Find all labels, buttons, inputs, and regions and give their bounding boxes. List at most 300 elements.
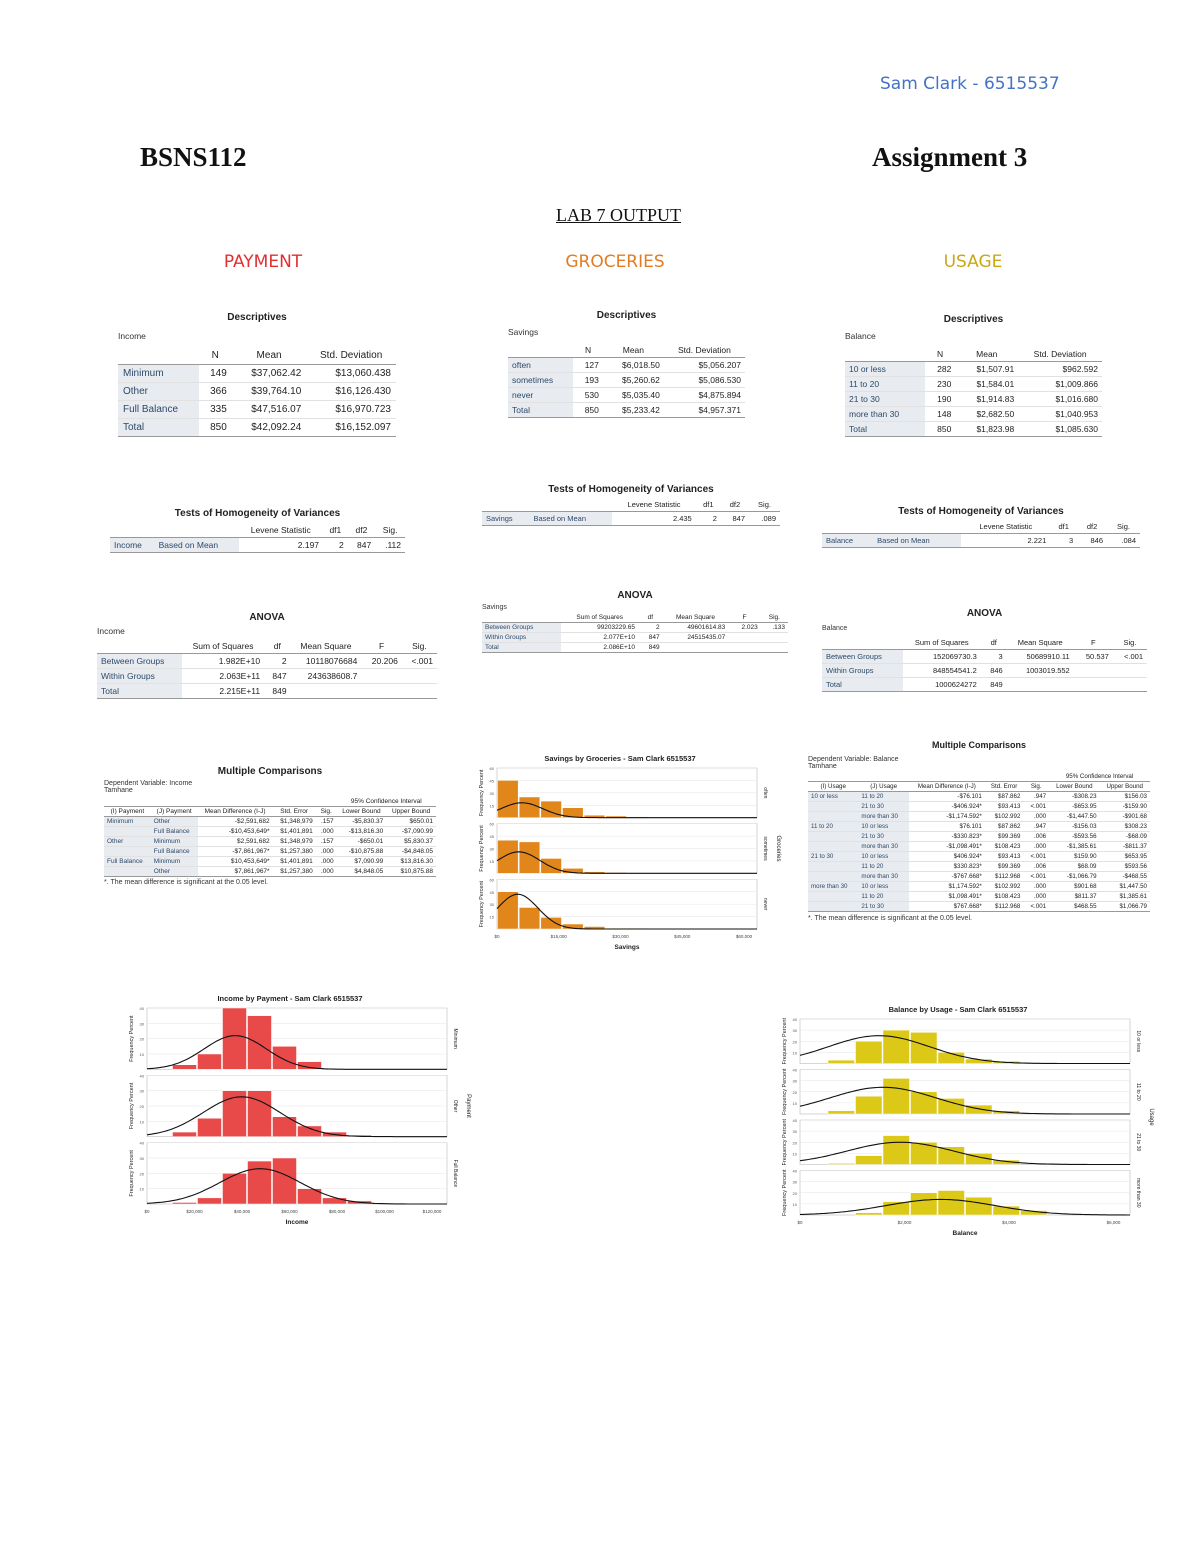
table-cell: .000 (1023, 892, 1049, 902)
homogeneity-table (110, 523, 405, 553)
table-cell: 148 (925, 407, 955, 422)
table-title: Tests of Homogeneity of Variances (548, 484, 714, 495)
table-cell: $93.413 (985, 802, 1024, 812)
histogram-bar (856, 1041, 883, 1063)
table-cell: 10 or less (858, 852, 908, 862)
table-cell: -$330.823* (909, 832, 985, 842)
table-cell: $4,848.05 (337, 867, 387, 877)
table-footnote: *. The mean difference is significant at the 0.05 level. (104, 879, 268, 886)
table-cell: -$10,875.88 (337, 847, 387, 857)
facet-label: Groceries (775, 835, 781, 862)
table-row (508, 373, 745, 388)
table-cell: -$76.101 (909, 792, 985, 802)
table-cell: -$1,174.592* (909, 812, 985, 822)
table-cell: 848554541.2 (903, 664, 981, 678)
table-cell: Other (151, 817, 198, 827)
homogeneity-table (822, 520, 1140, 548)
table-cell: -$7,861,967* (198, 847, 273, 857)
histogram-bar (223, 1008, 247, 1069)
table-cell: 152069730.3 (903, 650, 981, 664)
table-cell: 1.982E+10 (182, 654, 264, 669)
table-cell: $112.968 (985, 872, 1024, 882)
table-cell: $1,507.91 (955, 362, 1018, 377)
table-header: df1 (323, 523, 348, 538)
histogram-bar (911, 1193, 938, 1215)
table-cell: 11 to 20 (808, 822, 858, 832)
table-header: (I) Usage (808, 782, 858, 792)
x-tick-label: $40,000 (233, 1209, 251, 1214)
table-cell: $650.01 (386, 817, 436, 827)
y-tick-label: 30 (489, 902, 494, 908)
table-cell: 3 (1050, 534, 1077, 548)
table-row (808, 802, 1150, 812)
table-header: df2 (721, 498, 749, 512)
y-tick-label: 40 (139, 1073, 144, 1079)
table-cell: never (508, 388, 573, 403)
histogram-bar (541, 858, 562, 873)
table-cell: $468.55 (1049, 902, 1099, 912)
table-cell: -$1,385.61 (1049, 842, 1099, 852)
table-cell (1007, 678, 1074, 692)
table-row (808, 812, 1150, 822)
table-header: Sig. (316, 807, 337, 817)
payment-multiple-comparisons (104, 766, 436, 886)
chart-panel (782, 1169, 1141, 1216)
table-row (104, 817, 436, 827)
table-cell: Based on Mean (529, 512, 612, 526)
table-cell: 11 to 20 (858, 792, 908, 802)
table-cell: $16,970.723 (306, 401, 396, 419)
table-header: Sig. (761, 613, 788, 623)
table-cell: 2.063E+11 (182, 669, 264, 684)
table-header: Sig. (1107, 520, 1140, 534)
table-row (808, 822, 1150, 832)
table-cell: .000 (1023, 882, 1049, 892)
table-header: Mean (603, 343, 664, 358)
table-cell: $1,085.630 (1018, 422, 1102, 437)
histogram-bar (828, 1163, 855, 1164)
table-cell: $1,447.50 (1100, 882, 1150, 892)
table-title: Tests of Homogeneity of Variances (174, 508, 341, 519)
table-title: Multiple Comparisons (217, 766, 323, 777)
table-row (104, 827, 436, 837)
histogram-bar (911, 1092, 938, 1114)
table-cell: 1003019.552 (1007, 664, 1074, 678)
y-tick-label: 30 (489, 846, 494, 852)
table-cell: -$901.68 (1100, 812, 1150, 822)
chart-panel (782, 1017, 1141, 1064)
table-row (118, 401, 396, 419)
table-cell: .947 (1023, 792, 1049, 802)
table-cell: 850 (199, 419, 232, 437)
table-cell: Minimum (151, 837, 198, 847)
table-header: (J) Usage (858, 782, 908, 792)
y-tick-label: 60 (489, 821, 494, 827)
table-cell: Income (110, 538, 155, 553)
y-tick-label: 30 (792, 1129, 797, 1135)
table-header: Std. Deviation (664, 343, 745, 358)
table-cell: 10 or less (808, 792, 858, 802)
table-variable: Savings (482, 604, 507, 611)
table-header (822, 636, 903, 650)
usage-multiple-comparisons (808, 740, 1150, 922)
table-cell: 10 or less (845, 362, 925, 377)
x-tick-label: $2,000 (897, 1220, 912, 1225)
y-axis-label: Frequency Percent (782, 1018, 788, 1065)
table-header: Mean Square (663, 613, 729, 623)
histogram-bar (498, 892, 519, 929)
table-row (104, 847, 436, 857)
x-tick-label: $6,000 (1106, 1220, 1121, 1225)
table-cell: 10118076684 (291, 654, 362, 669)
table-cell: -$653.95 (1049, 802, 1099, 812)
table-cell (808, 832, 858, 842)
table-cell: 366 (199, 383, 232, 401)
table-header: 95% Confidence Interval (337, 797, 436, 807)
table-cell: $99.369 (985, 832, 1024, 842)
table-cell: $5,260.62 (603, 373, 664, 388)
y-axis-label: Frequency Percent (129, 1150, 135, 1197)
table-cell (808, 872, 858, 882)
chart-panel (782, 1118, 1141, 1165)
table-cell: 49601614.83 (663, 623, 729, 633)
table-cell: $1,584.01 (955, 377, 1018, 392)
table-header: Sig. (1113, 636, 1147, 650)
table-cell: 50.537 (1074, 650, 1113, 664)
table-cell: $593.56 (1100, 862, 1150, 872)
table-cell: -$4,848.05 (386, 847, 436, 857)
table-row (808, 892, 1150, 902)
groceries-homogeneity (482, 484, 780, 526)
chart-panel (129, 1073, 458, 1136)
table-cell: -$1,098.491* (909, 842, 985, 852)
groceries-anova (482, 590, 788, 653)
table-cell: -$468.55 (1100, 872, 1150, 882)
table-cell: 230 (925, 377, 955, 392)
table-cell (104, 827, 151, 837)
panel-label: sometimes (762, 836, 768, 861)
y-tick-label: 20 (792, 1039, 797, 1045)
table-cell: Balance (822, 534, 873, 548)
table-cell: $4,875.894 (664, 388, 745, 403)
table-header (529, 498, 612, 512)
table-cell: $901.68 (1049, 882, 1099, 892)
table-cell: 335 (199, 401, 232, 419)
payment-homogeneity (110, 508, 405, 553)
table-cell: $767.668* (909, 902, 985, 912)
chart-panel (782, 1068, 1141, 1115)
table-cell: 849 (264, 684, 290, 699)
histogram-bar (198, 1118, 222, 1136)
table-cell (291, 684, 362, 699)
descriptives-table (118, 347, 396, 437)
histogram-bar (828, 1060, 855, 1063)
table-cell: 850 (573, 403, 603, 418)
table-cell: $5,035.40 (603, 388, 664, 403)
table-cell: 282 (925, 362, 955, 377)
histogram-bar (248, 1016, 272, 1070)
table-cell: Between Groups (97, 654, 182, 669)
table-cell: more than 30 (845, 407, 925, 422)
x-tick-label: $60,000 (281, 1209, 298, 1214)
table-cell: Total (845, 422, 925, 437)
table-header: df (264, 639, 290, 654)
table-cell: sometimes (508, 373, 573, 388)
table-cell: $37,062.42 (232, 365, 307, 383)
table-cell (808, 812, 858, 822)
table-title: Multiple Comparisons (931, 740, 1026, 750)
histogram-bar (938, 1191, 965, 1215)
table-cell: -$650.01 (337, 837, 387, 847)
table-cell: $1,040.953 (1018, 407, 1102, 422)
x-tick-label: $80,000 (328, 1209, 346, 1214)
table-header: Mean Square (291, 639, 362, 654)
table-cell (808, 842, 858, 852)
table-header: Lower Bound (337, 807, 387, 817)
table-cell: $87.862 (985, 822, 1024, 832)
table-cell: 11 to 20 (845, 377, 925, 392)
table-cell: $1,348,979 (273, 817, 316, 827)
table-cell (761, 643, 788, 653)
table-row (482, 512, 780, 526)
y-tick-label: 45 (489, 834, 494, 840)
table-variable: Savings (508, 327, 539, 337)
table-cell: $1,914.83 (955, 392, 1018, 407)
savings-by-groceries-chart (455, 752, 785, 957)
table-variable: Income (97, 626, 125, 636)
y-tick-label: 30 (489, 790, 494, 796)
table-header: Mean Difference (I-J) (909, 782, 985, 792)
assignment-title: Assignment 3 (872, 142, 1028, 172)
table-cell: 127 (573, 358, 603, 373)
table-cell: $13,060.438 (306, 365, 396, 383)
table-header (822, 520, 873, 534)
anova-table (822, 636, 1147, 692)
table-cell: Total (482, 643, 561, 653)
table-title: ANOVA (966, 608, 1003, 619)
table-cell: 50689910.11 (1007, 650, 1074, 664)
histogram-bar (273, 1046, 297, 1069)
table-cell: $2,682.50 (955, 407, 1018, 422)
table-cell (361, 684, 402, 699)
anova-table (97, 639, 437, 699)
table-cell: 21 to 30 (858, 802, 908, 812)
panel-label: Full Balance (452, 1159, 458, 1188)
chart-title: Balance by Usage - Sam Clark 6515537 (888, 1005, 1028, 1014)
table-cell: $1,348,979 (273, 837, 316, 847)
table-title: Descriptives (227, 312, 287, 323)
table-cell: $10,453,649* (198, 857, 273, 867)
table-cell: Full Balance (151, 827, 198, 837)
table-cell: Within Groups (482, 633, 561, 643)
table-header: df2 (1077, 520, 1107, 534)
table-variable: Income (118, 331, 146, 341)
table-cell: $1,066.79 (1100, 902, 1150, 912)
table-row (508, 358, 745, 373)
multiple-comparisons-table (104, 797, 436, 877)
table-cell: $1,016.680 (1018, 392, 1102, 407)
anova-table (482, 613, 788, 653)
table-cell: 20.206 (361, 654, 402, 669)
y-tick-label: 30 (792, 1028, 797, 1034)
table-header: N (199, 347, 232, 365)
table-cell: often (508, 358, 573, 373)
comparison-method: Tamhane (104, 787, 133, 794)
table-cell: -$159.90 (1100, 802, 1150, 812)
table-cell: $1,385.61 (1100, 892, 1150, 902)
table-header: df1 (1050, 520, 1077, 534)
table-row (482, 643, 788, 653)
table-cell (104, 867, 151, 877)
table-header: Std. Deviation (1018, 347, 1102, 362)
table-cell: 847 (638, 633, 663, 643)
table-cell: Savings (482, 512, 529, 526)
table-header: Levene Statistic (239, 523, 324, 538)
chart-panel (479, 766, 768, 818)
table-header: (J) Payment (151, 807, 198, 817)
table-cell: 1000624272 (903, 678, 981, 692)
table-row (845, 362, 1102, 377)
table-cell (104, 847, 151, 857)
table-cell: more than 30 (858, 842, 908, 852)
table-cell: $99.369 (985, 862, 1024, 872)
histogram-bar (856, 1213, 883, 1215)
table-cell: 2.221 (961, 534, 1050, 548)
table-header: Std. Deviation (306, 347, 396, 365)
table-cell: 24515435.07 (663, 633, 729, 643)
table-row (808, 832, 1150, 842)
table-cell: -$1,066.79 (1049, 872, 1099, 882)
table-cell: $5,233.42 (603, 403, 664, 418)
chart-panel (479, 877, 768, 929)
table-cell: $68.09 (1049, 862, 1099, 872)
x-tick-label: $60,000 (735, 934, 753, 939)
table-cell: $308.23 (1100, 822, 1150, 832)
y-tick-label: 45 (489, 778, 494, 784)
table-cell: -$10,453,649* (198, 827, 273, 837)
table-cell: $1,401,891 (273, 827, 316, 837)
table-cell: 2.215E+11 (182, 684, 264, 699)
usage-descriptives (845, 314, 1102, 437)
table-header: Mean (232, 347, 307, 365)
table-header: Levene Statistic (961, 520, 1050, 534)
table-cell: 849 (638, 643, 663, 653)
table-cell: .157 (316, 837, 337, 847)
y-tick-label: 30 (139, 1156, 144, 1161)
y-tick-label: 30 (139, 1021, 144, 1027)
table-cell: 99203229.65 (561, 623, 638, 633)
table-cell: Total (822, 678, 903, 692)
table-cell: Based on Mean (873, 534, 961, 548)
table-cell (808, 862, 858, 872)
usage-homogeneity (822, 506, 1140, 548)
table-cell: -$7,090.99 (386, 827, 436, 837)
y-tick-label: 40 (792, 1067, 797, 1073)
table-cell: .133 (761, 623, 788, 633)
table-cell: -$5,830.37 (337, 817, 387, 827)
table-cell: .000 (1023, 842, 1049, 852)
table-cell: <.001 (1023, 802, 1049, 812)
table-row (508, 403, 745, 418)
table-cell: Minimum (151, 857, 198, 867)
table-cell: Between Groups (482, 623, 561, 633)
table-title: Descriptives (943, 314, 1004, 325)
income-by-payment-chart (105, 992, 475, 1232)
y-axis-label: Frequency Percent (479, 769, 485, 817)
y-axis-label: Frequency Percent (782, 1169, 788, 1216)
table-cell: $5,056.207 (664, 358, 745, 373)
table-row (808, 862, 1150, 872)
histogram-bar (938, 1147, 965, 1165)
table-cell: $7,090.99 (337, 857, 387, 867)
table-header (873, 520, 961, 534)
table-row (808, 882, 1150, 892)
table-cell: $159.90 (1049, 852, 1099, 862)
panel-label: 21 to 30 (1135, 1133, 1141, 1152)
chart-panel (479, 822, 768, 874)
table-cell (1113, 664, 1147, 678)
table-cell: $76.101 (909, 822, 985, 832)
groceries-descriptives (508, 310, 745, 418)
table-cell (663, 643, 729, 653)
histogram-bar (273, 1158, 297, 1204)
table-header: Mean Square (1007, 636, 1074, 650)
y-tick-label: 15 (489, 914, 494, 920)
table-header: Mean (955, 347, 1018, 362)
histogram-bar (323, 1198, 347, 1204)
lab-title: LAB 7 OUTPUT (556, 205, 681, 225)
table-cell (728, 633, 760, 643)
table-cell: $47,516.07 (232, 401, 307, 419)
panel-label: Minimum (452, 1028, 458, 1049)
table-cell: .000 (316, 857, 337, 867)
x-axis-label: Income (285, 1219, 309, 1226)
table-row (104, 867, 436, 877)
y-tick-label: 60 (489, 877, 494, 883)
x-tick-label: $30,000 (612, 934, 629, 939)
table-cell: -$308.23 (1049, 792, 1099, 802)
table-row (482, 633, 788, 643)
table-cell: .112 (375, 538, 405, 553)
table-cell: Within Groups (822, 664, 903, 678)
table-header (110, 523, 155, 538)
chart-title: Savings by Groceries - Sam Clark 6515537 (544, 754, 696, 763)
y-tick-label: 60 (489, 766, 494, 771)
table-header: Levene Statistic (612, 498, 695, 512)
table-header (845, 347, 925, 362)
table-header: Sig. (402, 639, 437, 654)
descriptives-table (508, 343, 745, 418)
y-tick-label: 20 (792, 1190, 797, 1196)
table-header: Sig. (749, 498, 780, 512)
table-cell: Other (118, 383, 199, 401)
table-header: F (361, 639, 402, 654)
table-cell: Other (151, 867, 198, 877)
column-heading-payment: PAYMENT (223, 252, 303, 272)
histogram-bar (248, 1161, 272, 1204)
table-cell: -$811.37 (1100, 842, 1150, 852)
table-cell (1074, 664, 1113, 678)
table-row (482, 623, 788, 633)
table-header: df (981, 636, 1007, 650)
table-cell: $1,401,891 (273, 857, 316, 867)
table-header: Std. Error (985, 782, 1024, 792)
histogram-bar (883, 1078, 910, 1114)
histogram-bar (198, 1198, 222, 1204)
table-cell: $4,957.371 (664, 403, 745, 418)
table-header (118, 347, 199, 365)
y-tick-label: 20 (139, 1104, 144, 1109)
